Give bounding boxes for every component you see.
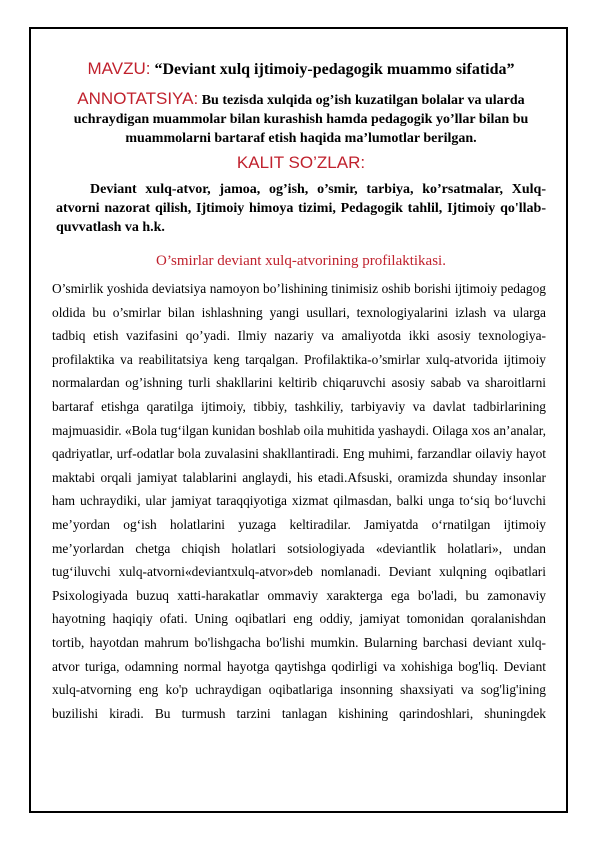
keywords-separator: , (332, 201, 341, 216)
keywords-separator: , (438, 201, 448, 216)
keywords-part-4: Ijtimoiy qo'llab-quvvatlash va h.k. (56, 201, 546, 235)
section-heading: O’smirlar deviant xulq-atvorining profilaktikasi. (156, 253, 446, 269)
keywords-list (56, 180, 546, 237)
topic-label: MAVZU: (87, 59, 151, 78)
keywords-separator: , (187, 201, 196, 216)
document-content (52, 56, 546, 725)
annotation (56, 89, 546, 148)
annotation-label: ANNOTATSIYA: (77, 89, 199, 108)
keywords-part-1: Deviant xulq-atvor, jamoa, og’ish, o’smir, tarbiya, ko’rsatmalar, Xulq-atvorni nazorat qilish (56, 182, 546, 216)
topic-line (56, 56, 546, 80)
topic-title: “Deviant xulq ijtimoiy-pedagogik muammo sifatida” (150, 61, 515, 78)
keywords-part-2: Ijtimoiy himoya tizimi (196, 201, 333, 216)
annotation-text: Bu tezisda xulqida og’ish kuzatilgan bolalar va ularda uchraydigan muammolar bilan kurashish hamda pedagogik yo’llar bilan bu muammolarni bartaraf etish haqida ma’lumotlar berilgan. (73, 93, 529, 146)
keywords-part-3: Pedagogik tahlil (340, 201, 439, 216)
body-paragraph: O’smirlik yoshida deviatsiya namoyon bo’lishining tinimisiz oshib borishi ijtimoiy pedagog oldida bu o’smirlar bilan ishlashning yangi usullari, texnologiyalarini izlash va ularga tadbiq etish vazifasini qo’yadi. Ilmiy nazariy va amaliyotda ikki asosiy texnologiya-profilaktika va reabilitatsiya keng tarqalgan. Profilaktika-o’smirlar xulq-atvorida ijtimoiy normalardan og’ishning turli shakllarini keltirib chiqaruvchi asosiy sabab va sharoitlarni bartaraf etishga qaratilga ijtimoiy, tibbiy, tashkiliy, tarbiyaviy va davlat tadbirlarining majmuasidir. «Bola tug‘ilgan kunidan boshlab oila muhitida yashaydi. Oilaga xos an’analar, qadriyatlar, urf-odatlar bola zuvalasini shakllantiradi. Eng muhimi, farzandlar oilaviy hayot maktabi orqali jamiyat talablarini anglaydi, his etadi.Afsuski, oramizda shunday insonlar ham uchraydiki, ular jamiyat taraqqiyotiga xizmat qilmasdan, balki unga to‘siq bo‘luvchi me’yordan og‘ish holatlarini yuzaga keltiradilar. Jamiyatda o‘rnatilgan ijtimoiy me’yorlardan chetga chiqish holatlari sotsiologiyada «deviantlik holatlari», undan tug‘iluvchi xulq-atvorni«deviantxulq-atvor»deb nomlanadi. Deviant xulqning oqibatlari Psixologiyada buzuq xatti-harakatlar ommaviy xarakterga ega bo'ladi, bu zamonaviy hayotning haqiqiy ofati. Uning oqibatlari eng oddiy, jamiyat tomonidan qoralanishdan tortib, hayotdan mahrum bo'lishgacha bo'lishi mumkin. Bularning barchasi deviant xulq-atvor turiga, odamning normal hayotga qaytishga qodirligi va xohishiga bog'liq. Deviant xulq-atvorning eng ko'p uchraydigan oqibatlariga insonning shaxsiyati va sog'lig'ining buzilishi kiradi. Bu turmush tarzini tanlagan kishining qarindoshlari, shuningdek (52, 281, 546, 721)
keywords-heading: KALIT SO’ZLAR: (236, 153, 366, 172)
